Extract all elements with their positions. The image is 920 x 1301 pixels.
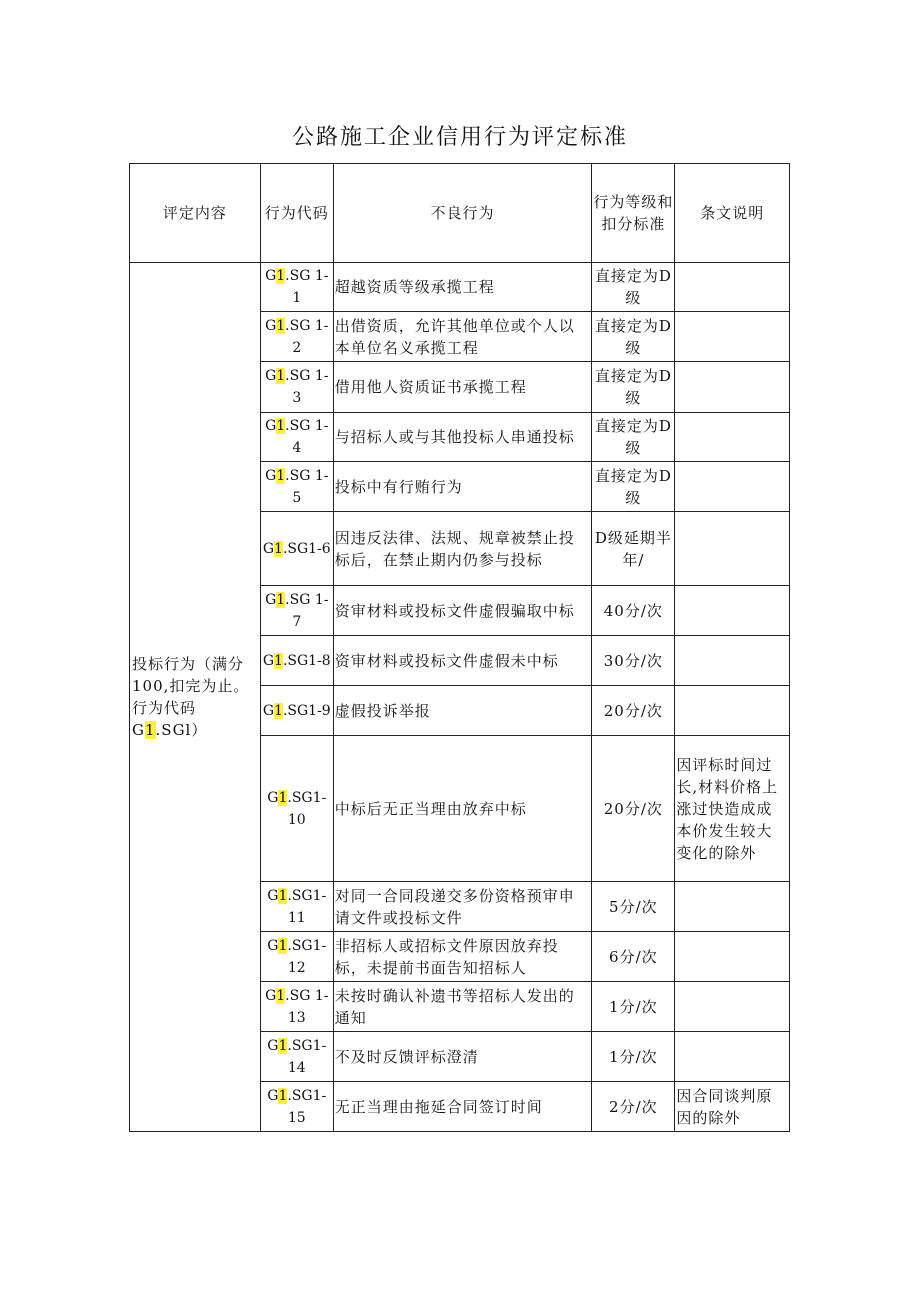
behavior-code-cell bbox=[260, 686, 333, 736]
code-prefix: G bbox=[267, 887, 279, 904]
behavior-cell: 未按时确认补遗书等招标人发出的通知 bbox=[333, 982, 592, 1032]
code-prefix: G bbox=[262, 540, 275, 557]
code-mark: 1 bbox=[276, 467, 286, 484]
behavior-cell: 因违反法律、法规、规章被禁止投标后，在禁止期内仍参与投标 bbox=[333, 512, 592, 586]
code-mark: 1 bbox=[276, 591, 286, 608]
behavior-cell: 出借资质，允许其他单位或个人以本单位名义承揽工程 bbox=[333, 312, 592, 362]
code-mark: 1 bbox=[276, 268, 286, 284]
code-mark: 1 bbox=[278, 937, 288, 954]
page-title: 公路施工企业信用行为评定标准 bbox=[291, 125, 628, 150]
code-prefix: G bbox=[262, 702, 275, 719]
standard-cell: 40分/次 bbox=[592, 586, 675, 636]
behavior-cell: 虚假投诉举报 bbox=[333, 686, 592, 736]
behavior-code-cell bbox=[260, 312, 333, 362]
header-content: 评定内容 bbox=[130, 164, 261, 263]
standard-cell: 2分/次 bbox=[592, 1082, 675, 1132]
category-text-before: 投标行为（满分100,扣完为止。行为代码G bbox=[132, 655, 250, 739]
code-suffix: .SG 1-3 bbox=[285, 368, 329, 406]
behavior-code-cell bbox=[260, 362, 333, 413]
code-prefix: G bbox=[265, 987, 277, 1004]
behavior-cell: 资审材料或投标文件虚假未中标 bbox=[333, 636, 592, 686]
code-suffix: .SG 1-13 bbox=[285, 987, 329, 1026]
standard-cell: 6分/次 bbox=[592, 932, 675, 982]
code-suffix: .SG1- 12 bbox=[287, 937, 327, 976]
code-suffix: .SG 1-7 bbox=[285, 591, 329, 630]
behavior-code-cell bbox=[260, 586, 333, 636]
behavior-code-cell bbox=[260, 932, 333, 982]
code-mark: 1 bbox=[274, 540, 283, 557]
table-header-row bbox=[130, 164, 790, 263]
code-mark: 1 bbox=[278, 887, 288, 904]
behavior-cell: 与招标人或与其他投标人串通投标 bbox=[333, 413, 592, 462]
header-note: 条文说明 bbox=[675, 164, 790, 263]
code-prefix: G bbox=[262, 652, 275, 669]
note-cell bbox=[675, 882, 790, 932]
behavior-code-cell bbox=[260, 882, 333, 932]
behavior-code-cell bbox=[260, 736, 333, 882]
table-row bbox=[130, 263, 790, 312]
code-mark: 1 bbox=[276, 368, 286, 384]
behavior-cell: 对同一合同段递交多份资格预审申请文件或投标文件 bbox=[333, 882, 592, 932]
behavior-code-cell bbox=[260, 1032, 333, 1082]
header-code: 行为代码 bbox=[260, 164, 333, 263]
code-mark: 1 bbox=[276, 987, 286, 1004]
category-text-after: .SGl） bbox=[155, 721, 208, 739]
code-mark: 1 bbox=[274, 702, 283, 719]
code-mark: 1 bbox=[278, 1037, 288, 1054]
standard-cell: 直接定为D级 bbox=[592, 362, 675, 413]
note-cell bbox=[675, 932, 790, 982]
standard-cell: 直接定为D级 bbox=[592, 312, 675, 362]
code-suffix: .SG 1-5 bbox=[285, 467, 329, 506]
code-mark: 1 bbox=[274, 652, 283, 669]
code-prefix: G bbox=[267, 937, 279, 954]
standard-cell: 30分/次 bbox=[592, 636, 675, 686]
standard-cell: 1分/次 bbox=[592, 1032, 675, 1082]
behavior-code-cell bbox=[260, 263, 333, 312]
standard-cell: 1分/次 bbox=[592, 982, 675, 1032]
note-cell bbox=[675, 686, 790, 736]
code-prefix: G bbox=[265, 268, 277, 284]
note-cell bbox=[675, 636, 790, 686]
code-suffix: .SG1- 15 bbox=[287, 1087, 327, 1126]
code-prefix: G bbox=[265, 368, 277, 384]
standard-cell: 直接定为D级 bbox=[592, 413, 675, 462]
behavior-cell: 资审材料或投标文件虚假骗取中标 bbox=[333, 586, 592, 636]
category-text-mark: 1 bbox=[144, 721, 156, 739]
code-suffix: .SG1- 10 bbox=[287, 789, 327, 828]
credit-standard-table bbox=[129, 163, 790, 1132]
note-cell: 因评标时间过长,材料价格上涨过快造成成本价发生较大变化的除外 bbox=[675, 736, 790, 882]
code-suffix: .SG1-8 bbox=[282, 652, 331, 669]
behavior-cell: 不及时反馈评标澄清 bbox=[333, 1032, 592, 1082]
behavior-cell: 中标后无正当理由放弃中标 bbox=[333, 736, 592, 882]
behavior-cell: 投标中有行贿行为 bbox=[333, 462, 592, 512]
code-suffix: .SG 1-4 bbox=[285, 418, 329, 456]
behavior-cell: 无正当理由拖延合同签订时间 bbox=[333, 1082, 592, 1132]
behavior-cell: 非招标人或招标文件原因放弃投标，未提前书面告知招标人 bbox=[333, 932, 592, 982]
behavior-code-cell bbox=[260, 1082, 333, 1132]
code-prefix: G bbox=[265, 317, 277, 334]
code-prefix: G bbox=[267, 1087, 279, 1104]
behavior-code-cell bbox=[260, 636, 333, 686]
note-cell bbox=[675, 586, 790, 636]
category-cell bbox=[130, 263, 261, 1132]
note-cell: 因合同谈判原因的除外 bbox=[675, 1082, 790, 1132]
code-suffix: .SG1-9 bbox=[282, 702, 331, 719]
note-cell bbox=[675, 982, 790, 1032]
behavior-code-cell bbox=[260, 512, 333, 586]
code-prefix: G bbox=[265, 591, 277, 608]
behavior-code-cell bbox=[260, 413, 333, 462]
code-suffix: .SG 1-1 bbox=[285, 268, 329, 306]
code-mark: 1 bbox=[276, 418, 286, 434]
code-mark: 1 bbox=[276, 317, 286, 334]
code-mark: 1 bbox=[278, 1087, 288, 1104]
standard-cell: 直接定为D级 bbox=[592, 263, 675, 312]
header-behavior: 不良行为 bbox=[333, 164, 592, 263]
note-cell bbox=[675, 312, 790, 362]
standard-cell: 20分/次 bbox=[592, 686, 675, 736]
code-prefix: G bbox=[267, 789, 279, 806]
code-prefix: G bbox=[265, 467, 277, 484]
standard-cell: 5分/次 bbox=[592, 882, 675, 932]
note-cell bbox=[675, 263, 790, 312]
note-cell bbox=[675, 413, 790, 462]
code-suffix: .SG 1-2 bbox=[285, 317, 329, 356]
code-suffix: .SG1-6 bbox=[282, 540, 331, 557]
standard-cell: 直接定为D级 bbox=[592, 462, 675, 512]
note-cell bbox=[675, 512, 790, 586]
behavior-code-cell bbox=[260, 462, 333, 512]
header-standard: 行为等级和扣分标准 bbox=[592, 164, 675, 263]
standard-cell: 20分/次 bbox=[592, 736, 675, 882]
note-cell bbox=[675, 462, 790, 512]
behavior-cell: 超越资质等级承揽工程 bbox=[333, 263, 592, 312]
code-mark: 1 bbox=[278, 789, 288, 806]
standard-cell: D级延期半年/ bbox=[592, 512, 675, 586]
behavior-cell: 借用他人资质证书承揽工程 bbox=[333, 362, 592, 413]
code-suffix: .SG1- 11 bbox=[287, 887, 327, 926]
code-prefix: G bbox=[267, 1037, 279, 1054]
note-cell bbox=[675, 1032, 790, 1082]
code-suffix: .SG1- 14 bbox=[287, 1037, 327, 1076]
behavior-code-cell bbox=[260, 982, 333, 1032]
code-prefix: G bbox=[265, 418, 277, 434]
note-cell bbox=[675, 362, 790, 413]
